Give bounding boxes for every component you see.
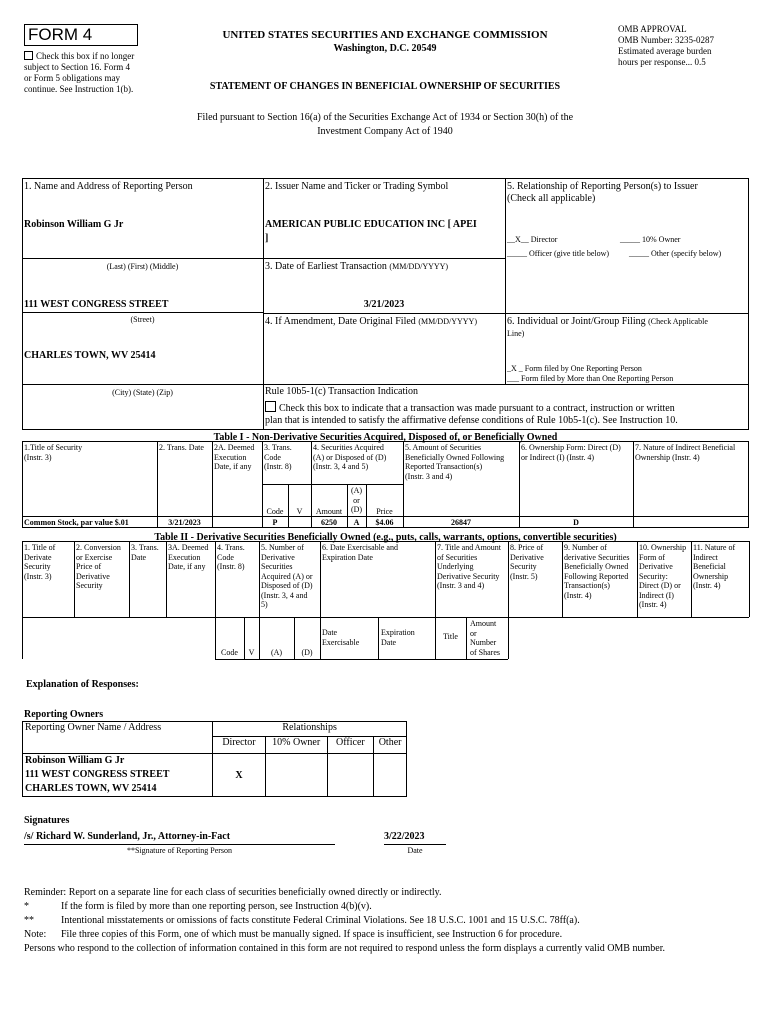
name-caption: (Last) (First) (Middle) <box>106 262 179 271</box>
t1-sub-code: Code <box>266 507 284 516</box>
t2-col-number-derivative: 5. Number of Derivative Securities Acquired (A) or Disposed of (D) (Instr. 3, 4 and 5) <box>261 543 313 609</box>
statement-title: STATEMENT OF CHANGES IN BENEFICIAL OWNERSHIP OF SECURITIES <box>209 81 561 92</box>
t1-row-a-or-d: A <box>353 518 360 527</box>
form-title: FORM 4 <box>28 25 93 44</box>
reporting-person-city: CHARLES TOWN, WV 25414 <box>24 350 156 361</box>
t2-col-nature-indirect: 11. Nature of Indirect Beneficial Ownership (Instr. 4) <box>693 543 736 590</box>
t2-sub-title: Title <box>443 632 458 641</box>
ten-percent-owner-option: _____ 10% Owner <box>620 235 681 244</box>
t2-sub-code: Code <box>221 648 238 657</box>
director-option: __X__ Director <box>507 235 558 244</box>
t1-sub-price: Price <box>376 507 393 516</box>
reporting-person-name: Robinson William G Jr <box>24 219 124 230</box>
t2-sub-d: (D) <box>301 648 313 657</box>
reporting-owners-label: Reporting Owners <box>24 709 104 720</box>
ro-col-ten-pct: 10% Owner <box>265 737 327 754</box>
one-reporting-person-option: _X _ Form filed by One Reporting Person <box>507 364 642 373</box>
t1-row-security-title: Common Stock, par value $.01 <box>24 518 129 527</box>
filed-pursuant-line2: Investment Company Act of 1940 <box>317 126 453 137</box>
t2-col-trans-code: 4. Trans. Code (Instr. 8) <box>217 543 245 571</box>
table1-title: Table I - Non-Derivative Securities Acquired, Disposed of, or Beneficially Owned <box>213 432 558 443</box>
t1-row-amount-owned: 26847 <box>451 518 471 527</box>
box5-label: 5. Relationship of Reporting Person(s) to Issuer (Check all applicable) <box>507 181 698 204</box>
agency-name: UNITED STATES SECURITIES AND EXCHANGE COMMISSION <box>222 29 548 41</box>
ro-col-other: Other <box>374 737 407 754</box>
signature-date: 3/22/2023 <box>384 831 425 842</box>
signatures-label: Signatures <box>24 815 70 826</box>
t2-sub-date-exercisable: Date Exercisable <box>322 628 360 647</box>
t2-col-date-exercisable: 6. Date Exercisable and Expiration Date <box>322 543 398 562</box>
footnote-star2-mark: ** <box>24 915 34 926</box>
ro-owner-name-address: Robinson William G Jr 111 WEST CONGRESS STREET CHARLES TOWN, WV 25414 <box>23 754 213 797</box>
t1-row-price: $4.06 <box>375 518 394 527</box>
ro-col-director: Director <box>213 737 265 754</box>
agency-location: Washington, D.C. 20549 <box>333 43 437 54</box>
t2-sub-a: (A) <box>270 648 283 657</box>
box4-label: 4. If Amendment, Date Original Filed (MM/DD/YYYY) <box>265 316 477 327</box>
rule-10b5-label: Rule 10b5-1(c) Transaction Indication <box>265 386 419 397</box>
t1-col-trans-date: 2. Trans. Date <box>159 443 204 452</box>
form-title-box <box>24 24 138 46</box>
footnote-note: File three copies of this Form, one of which must be manually signed. If space is insufficient, see Instruction 6 for procedure. <box>61 929 563 940</box>
issuer-ticker-close: ] <box>265 233 269 244</box>
footnote-star1-mark: * <box>24 901 29 912</box>
t1-col-title-security: 1.Title of Security (Instr. 3) <box>24 443 83 462</box>
t1-sub-amount: Amount <box>315 507 343 516</box>
t2-col-trans-date: 3. Trans. Date <box>131 543 159 562</box>
t1-sub-v: V <box>296 507 303 516</box>
ro-col-name: Reporting Owner Name / Address <box>23 722 213 737</box>
t1-sub-a-or-d: (A) or (D) <box>350 486 363 514</box>
t2-sub-v: V <box>248 648 255 657</box>
t2-sub-amount-shares: Amount or Number of Shares <box>470 619 500 657</box>
explanation-label: Explanation of Responses: <box>26 679 139 690</box>
t1-col-amount-owned: 5. Amount of Securities Beneficially Owned Following Reported Transaction(s) (Instr. 3 and 4) <box>405 443 505 481</box>
signature-date-caption: Date <box>407 846 423 855</box>
ro-col-relationships: Relationships <box>213 722 407 737</box>
t1-row-amount: 6250 <box>321 518 337 527</box>
t1-col-nature-indirect: 7. Nature of Indirect Beneficial Ownership (Instr. 4) <box>635 443 736 462</box>
officer-option: _____ Officer (give title below) <box>507 249 610 258</box>
ro-director-mark: X <box>213 754 265 797</box>
t1-row-code: P <box>272 518 278 527</box>
box6-label: 6. Individual or Joint/Group Filing (Check Applicable Line) <box>507 316 708 338</box>
t1-col-securities-acquired: 4. Securities Acquired (A) or Disposed of (D) (Instr. 3, 4 and 5) <box>313 443 387 471</box>
reporting-person-street: 111 WEST CONGRESS STREET <box>24 299 169 310</box>
footnote-persons: Persons who respond to the collection of information contained in this form are not required to respond unless the form displays a currently valid OMB number. <box>24 943 665 954</box>
t2-col-conversion-price: 2. Conversion or Exercise Price of Derivative Security <box>76 543 121 590</box>
t1-row-ownership-form: D <box>573 518 579 527</box>
street-caption: (Street) <box>130 315 155 324</box>
omb-approval: OMB APPROVAL OMB Number: 3235-0287 Estimated average burden hours per response... 0.5 <box>618 24 714 67</box>
t1-row-trans-date: 3/21/2023 <box>168 518 201 527</box>
t2-col-ownership-form: 10. Ownership Form of Derivative Security: Direct (D) or Indirect (I) (Instr. 4) <box>639 543 687 609</box>
t2-sub-expiration: Expiration Date <box>381 628 415 647</box>
footnote-star2: Intentional misstatements or omissions of facts constitute Federal Criminal Violations. See 18 U.S.C. 1001 and 15 U.S.C. 78ff(a). <box>61 915 580 926</box>
multiple-reporting-persons-option: ___ Form filed by More than One Reporting Person <box>507 374 674 383</box>
filed-pursuant-line1: Filed pursuant to Section 16(a) of the Securities Exchange Act of 1934 or Section 30(h) of the <box>196 112 574 123</box>
t1-col-deemed-date: 2A. Deemed Execution Date, if any <box>214 443 255 471</box>
rule-10b5-checkbox[interactable] <box>265 401 276 412</box>
signature-text: /s/ Richard W. Sunderland, Jr., Attorney-in-Fact <box>24 831 231 842</box>
t2-col-title-amount: 7. Title and Amount of Securities Underlying Derivative Security (Instr. 3 and 4) <box>437 543 502 590</box>
t2-col-price: 8. Price of Derivative Security (Instr. 5) <box>510 543 544 581</box>
section16-checkbox-note: Check this box if no longer subject to Section 16. Form 4 or Form 5 obligations may continue. See Instruction 1(b). <box>24 51 135 94</box>
other-option: _____ Other (specify below) <box>629 249 722 258</box>
table2-title: Table II - Derivative Securities Beneficially Owned (e.g., puts, calls, warrants, options, convertible securities) <box>154 532 617 543</box>
t2-col-title: 1. Title of Derivate Security (Instr. 3) <box>24 543 56 581</box>
t1-col-trans-code: 3. Trans. Code (Instr. 8) <box>264 443 292 471</box>
box1-label: 1. Name and Address of Reporting Person <box>24 181 193 192</box>
box3-label: 3. Date of Earliest Transaction (MM/DD/YYYY) <box>265 261 449 272</box>
t2-col-deemed-date: 3A. Deemed Execution Date, if any <box>168 543 209 571</box>
t2-col-number-owned: 9. Number of derivative Securities Beneficially Owned Following Reported Transaction(s) (Instr. 4) <box>564 543 630 600</box>
footnote-star1: If the form is filed by more than one reporting person, see Instruction 4(b)(v). <box>61 901 372 912</box>
rule-10b5-text: Check this box to indicate that a transaction was made pursuant to a contract, instruction or written plan that is intended to satisfy the affirmative defense conditions of Rule 10b5-1(c). See Instruction 10. <box>265 403 678 426</box>
earliest-transaction-date: 3/21/2023 <box>363 299 405 310</box>
footnote-reminder: Reminder: Report on a separate line for each class of securities beneficially owned directly or indirectly. <box>24 887 442 898</box>
city-caption: (City) (State) (Zip) <box>112 388 173 397</box>
signature-caption: **Signature of Reporting Person <box>126 846 233 855</box>
ro-col-officer: Officer <box>327 737 374 754</box>
footnote-note-mark: Note: <box>24 929 47 940</box>
t1-col-ownership-form: 6. Ownership Form: Direct (D) or Indirect (I) (Instr. 4) <box>521 443 621 462</box>
reporting-owners-table <box>22 721 407 797</box>
section16-checkbox[interactable] <box>24 51 33 60</box>
issuer-name-ticker: AMERICAN PUBLIC EDUCATION INC [ APEI <box>265 219 477 230</box>
box2-label: 2. Issuer Name and Ticker or Trading Symbol <box>265 181 449 192</box>
